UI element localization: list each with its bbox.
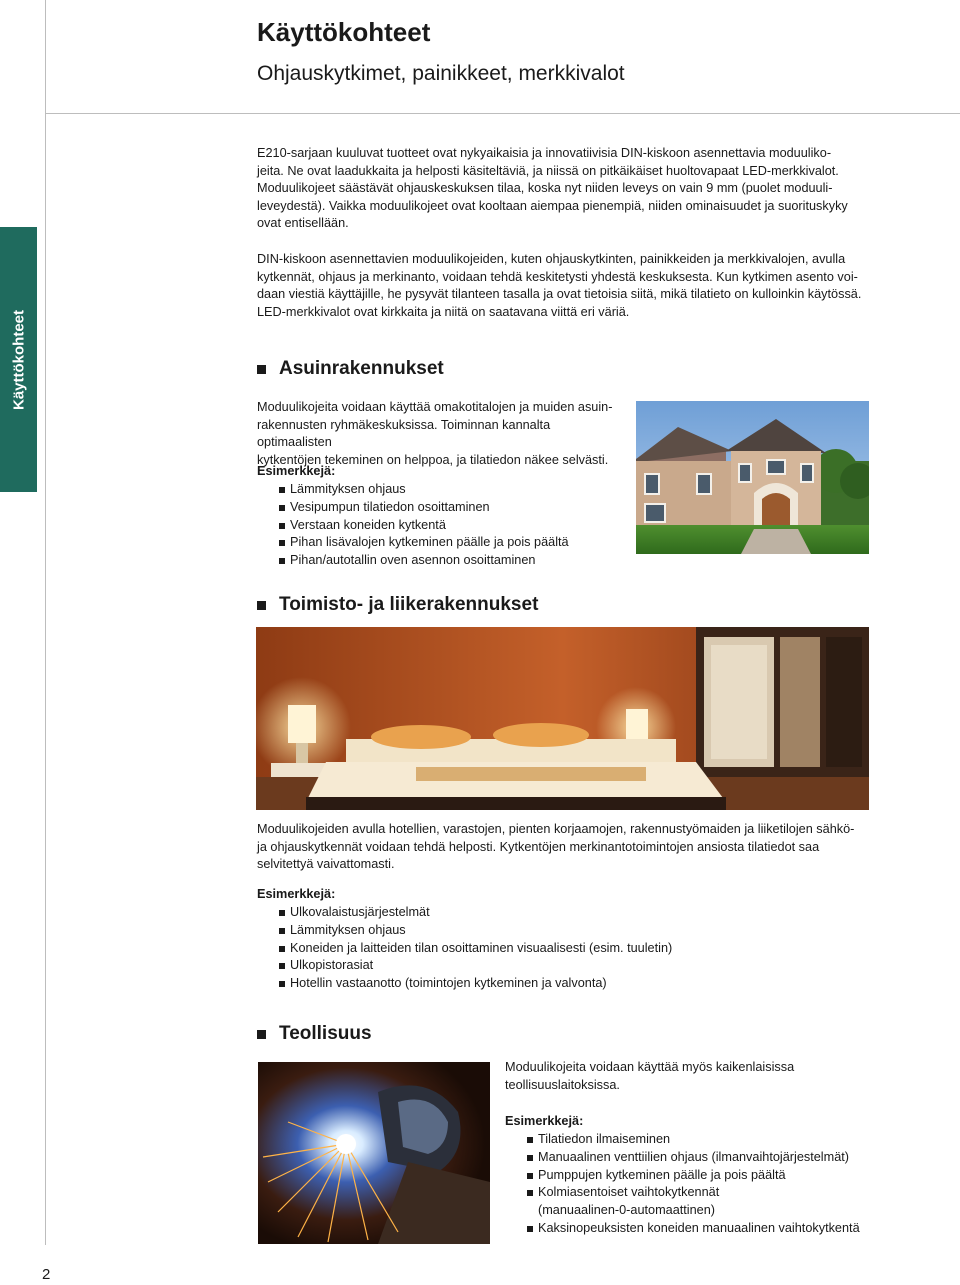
industry-text [505, 1059, 865, 1094]
office-text [257, 821, 868, 874]
text-line: Moduulikojeiden avulla hotellien, varastojen, pienten korjaamojen, rakennustyömaiden ja liiketilojen sähkö- [257, 822, 855, 836]
examples-label: Esimerkkejä: [257, 464, 336, 478]
square-bullet-icon [257, 365, 266, 374]
text-line: LED-merkkivalot ovat kirkkaita ja niitä on saatavana viittä eri väriä. [257, 304, 630, 319]
text-line: selvitettyä vaivattomasti. [257, 857, 395, 872]
office-examples-list [279, 904, 672, 993]
square-bullet-icon [279, 910, 285, 916]
square-bullet-icon [279, 963, 285, 969]
text-line: Moduulikojeet säästävät ohjauskeskuksen tilaa, koska nyt niiden leveys on vain 9 mm (puolet moduuli- [257, 181, 833, 196]
square-bullet-icon [527, 1137, 533, 1143]
square-bullet-icon [279, 558, 285, 564]
section-heading-text: Toimisto- ja liikerakennukset [279, 594, 539, 615]
square-bullet-icon [257, 601, 266, 610]
list-item: Tilatiedon ilmaiseminen [527, 1131, 860, 1149]
welding-photo [258, 1062, 490, 1244]
square-bullet-icon [527, 1190, 533, 1196]
side-section-tab [0, 227, 37, 492]
header-divider [45, 113, 960, 114]
left-margin-rule [45, 0, 46, 1245]
square-bullet-icon [527, 1155, 533, 1161]
square-bullet-icon [279, 928, 285, 934]
list-item: Kaksinopeuksisten koneiden manuaalinen vaihtokytkentä [527, 1220, 860, 1238]
text-line: kytkentöjen tekeminen on helppoa, ja tilatiedon näkee selvästi. [257, 452, 609, 467]
intro-paragraph-2 [257, 251, 868, 321]
square-bullet-icon [279, 523, 285, 529]
house-photo [636, 401, 869, 554]
list-item: Koneiden ja laitteiden tilan osoittaminen visuaalisesti (esim. tuuletin) [279, 940, 672, 958]
residential-examples-list [279, 481, 569, 570]
list-item: Lämmityksen ohjaus [279, 922, 672, 940]
list-item: Kolmiasentoiset vaihtokytkennät (manuaalinen-0-automaattinen) [527, 1184, 860, 1220]
list-item: Ulkovalaistusjärjestelmät [279, 904, 672, 922]
square-bullet-icon [527, 1226, 533, 1232]
text-line: teollisuuslaitoksissa. [505, 1077, 620, 1092]
list-item: Vesipumpun tilatiedon osoittaminen [279, 499, 569, 517]
section-heading-residential [257, 357, 444, 381]
text-line: leveydestä). Vaikka moduulikojeet ovat kooltaan aiempaa pienempiä, niiden ominaisuudet ja suorituskyky [257, 198, 848, 213]
text-line: ja ohjauskytkennät voidaan tehdä helposti. Kytkentöjen merkinantotoimintojen ansiosta tilatiedot saa [257, 839, 820, 854]
square-bullet-icon [279, 540, 285, 546]
examples-label: Esimerkkejä: [257, 887, 336, 901]
text-line: Moduulikojeita voidaan käyttää omakotitalojen ja muiden asuin- [257, 400, 613, 414]
text-line: DIN-kiskoon asennettavien moduulikojeiden, kuten ohjauskytkinten, painikkeiden ja merkkivalojen, avulla [257, 252, 846, 266]
section-heading-office [257, 593, 538, 617]
list-item: Pumppujen kytkeminen päälle ja pois päältä [527, 1167, 860, 1185]
page-title: Käyttökohteet [257, 17, 431, 47]
residential-text [257, 399, 627, 469]
list-item: Lämmityksen ohjaus [279, 481, 569, 499]
square-bullet-icon [257, 1030, 266, 1039]
list-item: Hotellin vastaanotto (toimintojen kytkeminen ja valvonta) [279, 975, 672, 993]
section-heading-industry [257, 1022, 372, 1046]
list-item: Manuaalinen venttiilien ohjaus (ilmanvaihtojärjestelmät) [527, 1149, 860, 1167]
side-tab-label: Käyttökohteet [10, 309, 27, 410]
square-bullet-icon [279, 487, 285, 493]
section-heading-text: Teollisuus [279, 1023, 372, 1044]
text-line: E210-sarjaan kuuluvat tuotteet ovat nykyaikaisia ja innovatiivisia DIN-kiskoon asennettavia moduuliko- [257, 146, 832, 160]
text-line: kytkennät, ohjaus ja merkinanto, voidaan tehdä keskitetysti yhdestä keskuksesta. Kun kytkimen asento voi- [257, 269, 858, 284]
square-bullet-icon [279, 505, 285, 511]
bedroom-photo [256, 627, 869, 810]
text-line: Moduulikojeita voidaan käyttää myös kaikenlaisissa [505, 1060, 795, 1074]
examples-label: Esimerkkejä: [505, 1114, 584, 1128]
section-heading-text: Asuinrakennukset [279, 358, 444, 379]
list-item-continuation: (manuaalinen-0-automaattinen) [538, 1203, 716, 1218]
welding-illustration [258, 1062, 490, 1244]
list-item: Verstaan koneiden kytkentä [279, 517, 569, 535]
square-bullet-icon [527, 1173, 533, 1179]
text-line: daan viestiä käyttäjille, he pysyvät tilanteen tasalla ja ovat tietoisia siitä, mikä tilatieto on kulloinkin käytössä. [257, 287, 862, 302]
text-line: ovat entisellään. [257, 216, 349, 231]
list-item: Ulkopistorasiat [279, 957, 672, 975]
industry-examples-list [527, 1131, 860, 1238]
text-line: jeita. Ne ovat laadukkaita ja helposti käsiteltäviä, ja niissä on pitkäikäiset huoltovapaat LED-merkkivalot. [257, 163, 839, 178]
text-line: rakennusten ryhmäkeskuksissa. Toiminnan kannalta optimaalisten [257, 417, 551, 450]
list-item: Pihan lisävalojen kytkeminen päälle ja pois päältä [279, 534, 569, 552]
bedroom-illustration [256, 627, 869, 810]
square-bullet-icon [279, 946, 285, 952]
page-number: 2 [42, 1266, 51, 1283]
list-item: Pihan/autotallin oven asennon osoittaminen [279, 552, 569, 570]
house-illustration [636, 401, 869, 554]
page-subtitle: Ohjauskytkimet, painikkeet, merkkivalot [257, 62, 625, 85]
square-bullet-icon [279, 981, 285, 987]
intro-paragraph-1 [257, 145, 868, 233]
